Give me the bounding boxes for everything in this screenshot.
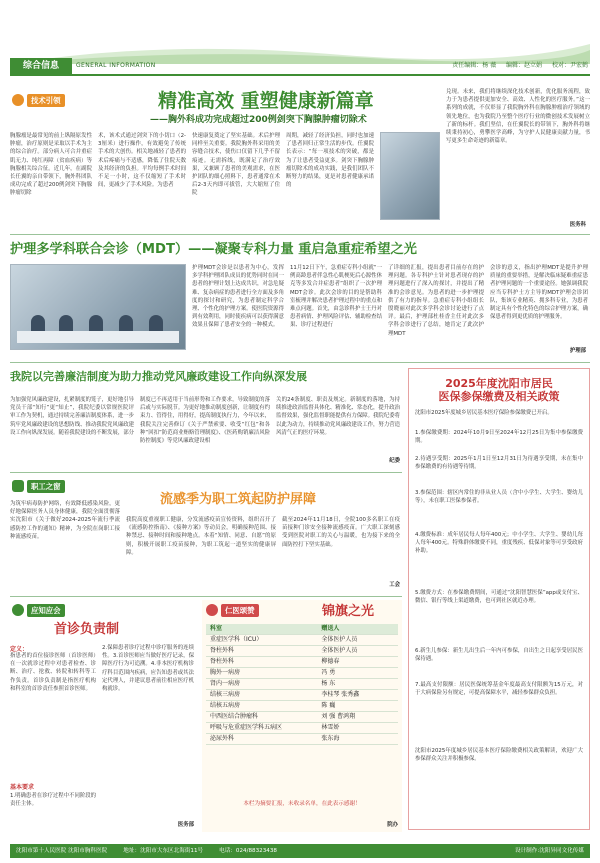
article-sign: 医务部: [177, 822, 194, 828]
table-row: [206, 723, 398, 734]
table-row: [206, 712, 398, 723]
divider: [10, 234, 590, 235]
table-cell: 呼吸与危重症医学科五病区: [210, 724, 283, 731]
box-item: 3.参保范围：辖区内常住的非从业人员（含中小学生、大学生、婴幼儿等），未在职工医保参保者。: [415, 490, 583, 505]
footer-design: 设计制作:沈阳异同文化传媒: [514, 848, 584, 854]
box-item: 4.缴费标准：成年居民每人每年400元；中小学生、大学生、婴幼儿每人每年400元。特殊群体缴费不同，重度残疾、低保对象等可享受政府补助。: [415, 532, 583, 555]
article-integrity: [10, 366, 402, 468]
box-item: 7.最高支付限额：居民医保统筹基金年度最高支付限额为15万元，对于大病保险另有规定，可提高保障水平，减轻参保群众负担。: [415, 682, 583, 697]
article-col: 为加强党风廉政建设，扎紧制度的笼子，更好地引导党员干部“知行”更“知止”，我院纪委以常规医院评审工作为契机，通过持续完善廉洁制度体系，进一步筑牢党风廉政建设的思想防线、推动我院党风廉政建设工作向纵深发展。随着我院建设的不断发展，部分: [10, 397, 134, 436]
divider: [10, 362, 590, 363]
table-cell: 脊柱外科: [210, 647, 235, 654]
article-col: 周期，减轻了经济负担，同时也加速了患者回归正常生活的步伐。任翼院长表示：“每一项技术的突破，都是为了让患者受益更多。剑突下胸腺肿瘤切除术的成功实践，是我们团队不断努力的结果，更是对患者健康承诺的: [286, 133, 374, 189]
article-headline: 流感季为职工筑起防护屏障: [160, 492, 317, 507]
article-col: 11月12日下午，急重症专科小组就“一例高龄患者伴急性心肌梗死后心源性休克等多发合并症患者”组织了一次护理MDT会诊。此次会诊的目的是帮助科室梳理并解决患者护理过程中的重点和难点问题。首先，由急诊科护士王丹对患者病情、护理风险评估、辅助检查结果、诊疗过程进行: [290, 265, 382, 329]
article-sign: 护理部: [569, 348, 586, 354]
box-title: 医保参保缴费及相关政策: [438, 390, 560, 403]
box-item: 2.待遇享受期：2025年1月1日至12月31日为待遇享受期，未在集中参保缴费的有待遇等待期。: [415, 456, 583, 471]
article-tag: 仁医颂赞: [221, 604, 259, 617]
banner-note: 本栏为摘要汇报，未收录名单，在此表示感谢！: [243, 801, 361, 807]
footer-bar: [10, 844, 590, 858]
tech-icon: [12, 94, 24, 106]
article-sign: 院办: [387, 822, 398, 828]
basic-label: 基本要求: [10, 784, 35, 791]
box-item: 6.新生儿参保：新生儿出生后一年内可参保，自出生之日起享受居民医保待遇。: [415, 648, 583, 663]
table-row: [206, 646, 398, 657]
table-cell: 泌尿外科: [210, 735, 235, 742]
article-tag: 应知应会: [27, 604, 65, 617]
footer-address: 地址：沈阳市大东区北海街11号: [123, 848, 204, 854]
table-cell: 杨 东: [321, 680, 336, 687]
table-header: [206, 624, 398, 635]
table-row: [206, 734, 398, 745]
article-tag: 技术引领: [27, 94, 65, 107]
box-item: 5.缴费方式：在参保缴费期间，可通过“沈阳智慧医保”app或支付宝、微信、银行等线上渠道缴费，也可到社区就近办理。: [415, 590, 583, 605]
article-col: 胸腺瘤是最常见的前上纵隔原发性肿瘤，治疗原则是采取以手术为主的综合治疗。部分病人可合并重症肌无力、纯红再障（贫血疾病）等胸腺相关综合征。近几年，在副院长任翼的亲自带领下，胸外科团队成功完成了超过200例剑突下胸腺肿瘤切除: [10, 133, 92, 197]
banner-table: [206, 624, 398, 745]
footer-org: 沈阳市第十人民医院 沈阳市胸科医院: [16, 848, 108, 854]
table-cell: 李桂琴 张秀鑫: [321, 691, 360, 698]
article-col: 截至2024年11月18日，全院100多名职工在疫苗接种门诊安全接种流感疫苗。广大职工深刻感受到医院对职工的关心与温暖，也为接下来的全面防控打下坚实基础。: [282, 517, 400, 548]
article-headline: 首诊负责制: [54, 622, 120, 637]
table-cell: 中西医结合肿瘤科: [210, 713, 259, 720]
article-surgery: [10, 80, 590, 230]
box-item: 1.参保缴费期：2024年10月9日至2024年12月25日为集中参保缴费期。: [415, 430, 583, 445]
table-cell: 肾内一病房: [210, 680, 241, 687]
table-header-cell: 赠送人: [321, 625, 340, 632]
table-row: [206, 668, 398, 679]
section-en-title: GENERAL INFORMATION: [76, 62, 156, 69]
table-row: [206, 679, 398, 690]
table-cell: 刘 强 曹鸿翔: [321, 713, 356, 720]
table-row: [206, 690, 398, 701]
article-col: 2.保障患者诊疗过程中诊疗服务的连续性。3.首诊医师应当做好医疗记录，保障医疗行为可追溯。4.非本医疗机构诊疗科目范围内疾病，应告知患者或其法定代理人，并建议患者前往相应医疗机构就诊。: [102, 645, 194, 693]
table-header-cell: 科室: [210, 625, 223, 632]
article-col: 制度已不再适用于当前形势和工作要求，导致制度的落后或与实际脱节。为更好地推动制度创新，让制度有约束力、管得住，用得好，提高制度执行力，今年以来，我院关注完善修订《关于严禁索要、收受“红包”和各种“回扣”防范商业贿赂管理制度》、《医药购销廉洁风险防控制度》等党风廉政建设相: [140, 397, 270, 445]
article-col: 关的24条制度、职责及规定。新制度的落地，为持续推进政治监督具体化、精准化、常态化，提升政治监督效果，强化监督职能提供有力保障。我院纪委将以此为动力，持续推动党风廉政建设工作，努力营造风清气正的医疗环境。: [276, 397, 400, 436]
table-cell: 重症医学科（ICU）: [210, 636, 263, 643]
table-cell: 柳德春: [321, 658, 340, 665]
article-first-diagnosis: [10, 600, 196, 832]
article-headline: 护理多学科联合会诊（MDT）——凝聚专科力量 重启急重症希望之光: [10, 242, 417, 257]
box-title: 2025年度沈阳市居民: [445, 377, 553, 390]
article-col: 术，该术式通过剑突下的小切口（2-3厘米）进行操作，有效避免了传统手术的大创伤。相关地减轻了患者的术后疼痛与不适感，降低了住院天数及其经济的负担。平均每例手术时间不足一小时，这不仅缩短了手术时间，更减少了手术风险。为患者: [98, 133, 186, 189]
article-headline: 锦旗之光: [322, 604, 375, 619]
article-sign: 纪委: [389, 458, 400, 464]
box-footer: 沈阳市2025年度城乡居民基本医疗保险缴费相关政策解读，欢迎广大参保群众关注并积极参保。: [415, 748, 583, 763]
article-tag: 职工之窗: [27, 480, 65, 493]
reporter: 编辑：赵立娟: [506, 62, 543, 69]
article-col: 会诊的意义，指出护理MDT是提升护理质量的重要举措，是解决临床疑难重症患者护理问题的一个重要途径。她强调我院应当专科护士方主导的MDT护理会诊团队，集该专业精英、拥多科专业，为患者制定具有个性化特色的综合护理方案，确保患者得到更优质的护理服务。: [490, 265, 588, 321]
meeting-photo: [10, 264, 186, 350]
table-cell: 脊柱外科: [210, 658, 235, 665]
insurance-policy-box: [408, 368, 590, 830]
table-row: [206, 635, 398, 646]
table-row: [206, 701, 398, 712]
footer-tel: 电话：024/88323438: [219, 848, 277, 854]
article-col: 我院高度重视职工健康，分发流感疫苗宣传资料，组织召开了《流感防控指南》、《接种方案》等动员会，明确接种范围、接种禁忌、接种时间和接种地点。本着“知情、同意、自愿”的原则，积极开展职工疫苗接种，为职工筑起一道坚实的健康屏障。: [126, 517, 276, 556]
definition-label: 定义：: [10, 646, 29, 653]
article-col: 指患者的首位接诊医师（首诊医师）在一次就诊过程中对患者检查、诊断、治疗、抢救、转院和转科等工作负责。首诊负责制是指医疗机构和科室的首诊责任参照首诊医师。: [10, 653, 96, 692]
table-cell: 林雪娇: [321, 724, 340, 731]
heart-icon: [206, 604, 218, 616]
table-cell: 冯 勇: [321, 669, 336, 676]
editor: 责任编辑：杨 薇: [452, 62, 497, 69]
article-sign: 工会: [389, 582, 400, 588]
box-intro: 沈阳市2025年度城乡居民基本医疗保险参保缴费已开启。: [415, 410, 553, 416]
page-header: [0, 0, 600, 74]
proofreader: 校对：尹宏鹤: [551, 62, 588, 69]
box-items: [415, 429, 583, 781]
article-col: 1.明确患者在诊疗过程中不同阶段的责任主体。: [10, 793, 96, 808]
table-cell: 胸外一病房: [210, 669, 241, 676]
article-headline: 我院以完善廉洁制度为助力推动党风廉政建设工作向纵深发展: [10, 370, 307, 383]
article-subhead: ——胸外科成功完成超过200例剑突下胸腺肿瘤切除术: [150, 115, 367, 125]
article-sign: 医务科: [569, 222, 586, 228]
notice-icon: [12, 604, 24, 616]
table-cell: 结核五病房: [210, 702, 241, 709]
staff-icon: [12, 480, 24, 492]
article-banners: [202, 600, 402, 832]
article-flu: [10, 476, 402, 592]
article-mdt: [10, 238, 590, 356]
section-title: 综合信息: [10, 58, 72, 74]
divider: [10, 596, 402, 597]
article-col: 了详细的汇报，提出患者目前存在的护理问题。各专科护士针对患者现存的护理问题进行了深入的探讨，并提出了精准的会诊意见。为患者的进一步护理提供了有力的指导。急重症专科小组组长殷晓丽对此次多学科会诊讨论进行了点评。最后，护理部杜桂香主任对此次多学科会诊进行了总结，她肯定了此次护理MDT: [388, 265, 484, 337]
editor-credits: [444, 58, 588, 74]
table-cell: 张东海: [321, 735, 340, 742]
table-cell: 陈 巍: [321, 702, 336, 709]
article-col: 兑现。未来，我们将继续深化技术创新，优化服务流程，致力于为患者提供更加安全、高效、人性化的医疗服务。”这一系列的成就，不仅彰显了我院胸外科在胸腺肿瘤治疗领域的领先地位，也为我院乃至整个医疗行业的微创技术发展树立了新的标杆。我们坚信，在任翼院长的带领下，胸外科将继续秉持初心，勇攀医学高峰，为守护人民健康贡献力量，书写更多生命奇迹的新篇章。: [446, 89, 590, 145]
article-col: 快速康复奠定了坚实基础。术后护理同样至关重要。我院胸外科采用的美容缝合技术，使伤口仅留下几乎不留痕迹。无需拆线，既满足了治疗效果，又兼顾了患者的美观需求，在医护团队的细心照料下，患者通常在术后2-3天内即可拔管，大大缩短了住院: [192, 133, 280, 197]
header-rule: [10, 74, 590, 76]
surgery-photo: [380, 132, 440, 220]
divider: [10, 472, 402, 473]
table-cell: 全体医护人员: [321, 647, 358, 654]
page-footer: [0, 838, 600, 863]
article-headline: 精准高效 重塑健康新篇章: [158, 90, 374, 112]
table-cell: 全体医护人员: [321, 636, 358, 643]
table-row: [206, 657, 398, 668]
article-col: 为筑牢病毒防护网络，有效降低感染风险，更好地保障医务人员身体健康，我院全面贯彻落实沈阳市《关于做好2024-2025年流行季流感防控工作的通知》精神，为全院在岗职工接种流感疫苗。: [10, 501, 120, 540]
article-col: 护理MDT会诊是以患者为中心，发挥多学科护理团队成员的优势同时在同一患者的护理计划上达成共识，对急危疑难、复杂病症的患者进行全方面及多角度的探讨和研究，为患者制定科学合理、个性化的护理方案。使医院资源得到有效利用，同时使疾病可以获得满意效果且保障了患者安全的一种模式。: [192, 265, 284, 329]
table-cell: 结核三病房: [210, 691, 241, 698]
